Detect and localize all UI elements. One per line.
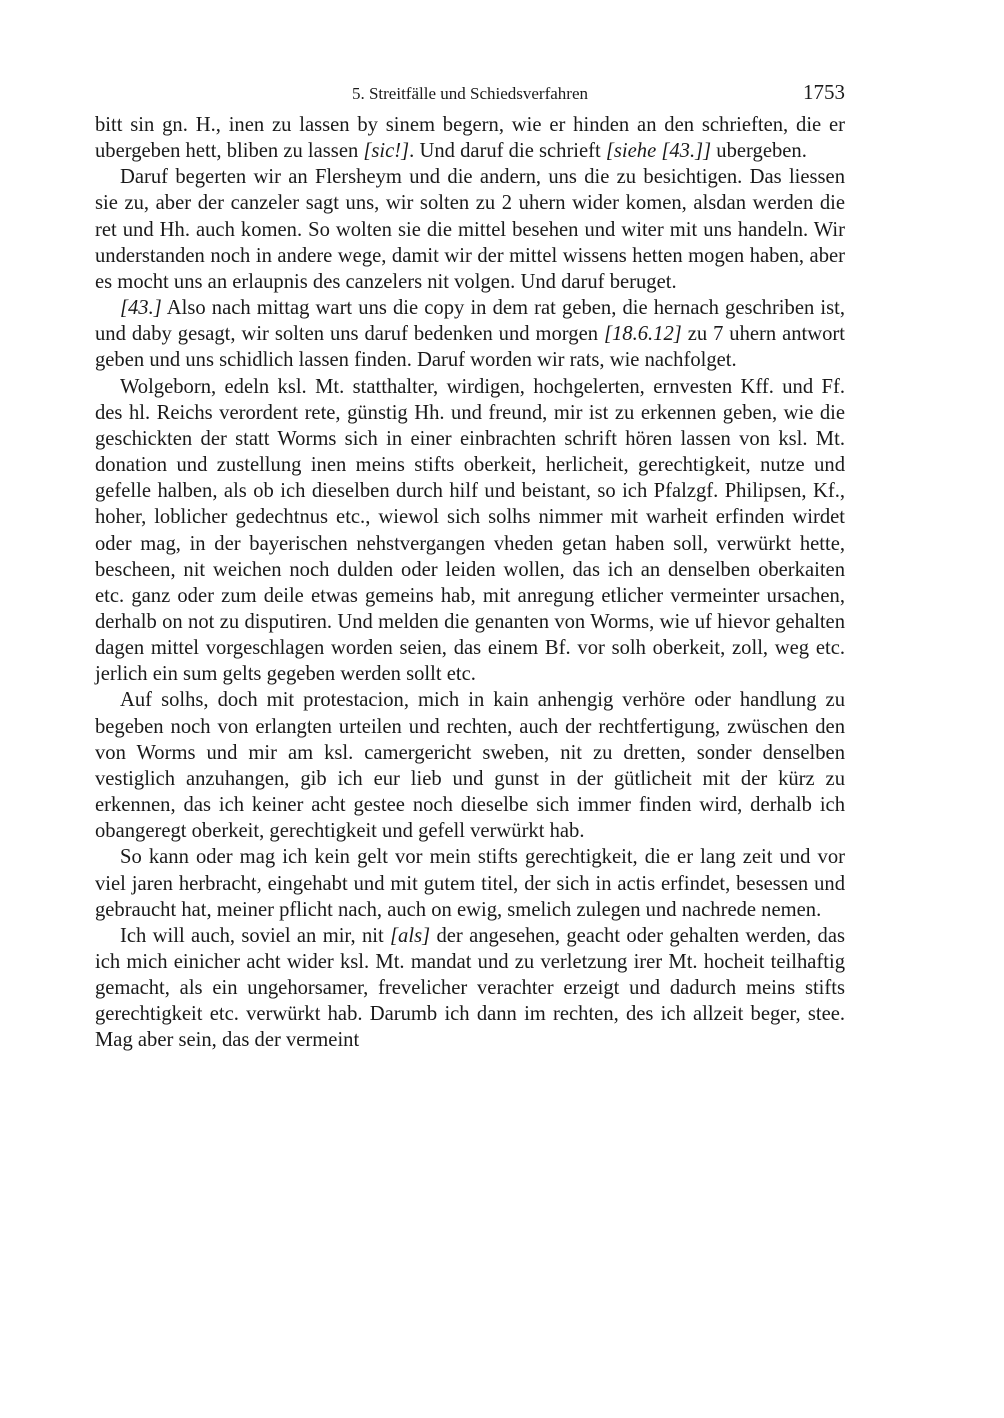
document-number: [43.] <box>120 297 162 320</box>
text-run: Daruf begerten wir an Flersheym und die andern, uns die zu besichtigen. Das liessen sie zu, aber der canzeler sagt uns, wir solten zu 2 uhern wider komen, alsdan werden die ret und Hh. auch komen. So wolten sie die mittel besehen und witer mit uns handeln. Wir understanden noch in andere wege, damit wir der mittel wissens hetten mogen haben, aber es mocht uns an erlaupnis des canzelers nit volgen. Und daruf beruget. <box>95 166 845 293</box>
text-run: Ich will auch, soviel an mir, nit <box>120 924 391 947</box>
text-run: zu 7 uhern antwort geben und uns schidlich lassen finden. Daruf worden wir rats, wie nachfolget. <box>95 323 846 372</box>
text-run: der angesehen, geacht oder gehalten werden, das ich mich einicher acht wider ksl. Mt. mandat und zu verletzung irer Mt. hocheit teilhaftig gemacht, als ein ungehorsamer, frevelicher verachter erzeigt und dadurch meins stifts gerechtigkeit etc. verwürkt hab. Darumb ich dann im rechten, des ich allzeit beger, stee. Mag aber sein, das der vermeint <box>95 924 845 1052</box>
book-page <box>95 78 845 1054</box>
text-run: Wolgeborn, edeln ksl. Mt. statthalter, wirdigen, hochgelerten, ernvesten Kff. und Ff. des hl. Reichs verordent rete, günstig Hh. und freund, mir ist zu erkennen geben, wie die geschickten der statt Worms sich in einer einbrachten schrift hören lassen von ksl. Mt. donation und zustellung inen meins stifts oberkeit, herlicheit, gerechtigkeit, nutze und gefelle halben, als ob ich dieselben durch hilf und beistant, so ich Pfalzgf. Philipsen, Kf., hoher, loblicher gedechtnus etc., wiewol sich solhs nimmer mit warheit erfinden wirdet oder mag, in der bayerischen nehstvergangen vheden getan haben soll, verwürkt hette, bescheen, nit weichen noch dulden oder leiden wollen, das ich an denselben oberkaiten etc. ganz oder zum deile etwas gemeins hab, mit anregung etlicher vermeinter ursachen, derhalb on not zu disputiren. Und melden die genanten von Worms, wie uf hievor gehalten dagen mittel vorgeschlagen worden seien, das einem Bf. vor solh oberkeit, zoll, weg etc. jerlich ein sum gelts gegeben werden sollt etc. <box>95 375 845 686</box>
text-run: ubergeben. <box>711 140 807 163</box>
paragraph <box>95 687 845 844</box>
paragraph <box>95 295 845 373</box>
text-run: So kann oder mag ich kein gelt vor mein stifts gerechtigkeit, die er lang zeit und vor viel jaren herbracht, eingehabt und mit gutem titel, der sich in actis erfindet, besessen und gebraucht hat, meiner pflicht nach, auch on ewig, smelich zulegen und nachrede nemen. <box>95 846 845 921</box>
running-title: 5. Streitfälle und Schiedsverfahren <box>351 84 589 103</box>
running-head <box>95 78 845 112</box>
body-text <box>95 112 845 1054</box>
text-run: bitt sin gn. H., inen zu lassen by sinem begern, wie er hinden an den schrieften, die er ubergeben hett, bliben zu lassen <box>95 114 845 163</box>
editorial-note: [sic!] <box>363 140 410 163</box>
text-run: Auf solhs, doch mit protestacion, mich in kain anhengig verhöre oder handlung zu begeben noch von erlangten urteilen und rechten, auch der rechtfertigung, zwüschen den von Worms und mir am ksl. camergericht sweben, nit zu dretten, sonder denselben vestiglich anzuhangen, gib ich eur lieb und gunst in der gütlicheit mit der kürz zu erkennen, das ich keiner acht gestee noch dieselbe sich immer finden wird, derhalb ich obangeregt oberkeit, gerechtigkeit und gefell verwürkt hab. <box>95 689 845 843</box>
paragraph <box>95 844 845 922</box>
date-note: [18.6.12] <box>603 323 682 346</box>
text-run: Also nach mittag wart uns die copy in dem rat geben, die hernach geschriben ist, und daby gesagt, wir solten uns daruf bedenken und morgen <box>95 297 845 346</box>
cross-reference: [siehe [43.]] <box>605 140 712 163</box>
paragraph <box>95 374 845 688</box>
editorial-insertion: [als] <box>390 924 431 947</box>
page-number: 1753 <box>803 80 845 104</box>
paragraph <box>95 923 845 1054</box>
paragraph <box>95 164 845 295</box>
paragraph <box>95 112 845 164</box>
text-run: . Und daruf die schrieft <box>409 140 606 163</box>
